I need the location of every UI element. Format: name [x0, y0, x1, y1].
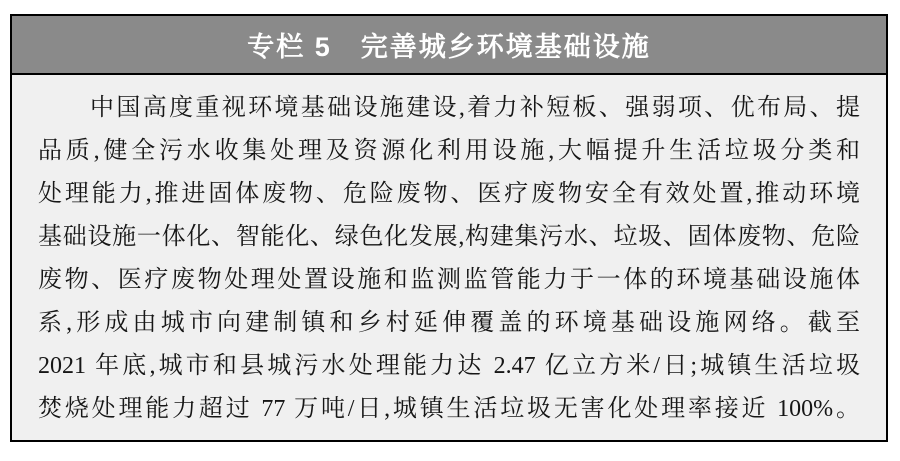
column-panel-title: 专栏 5 完善城乡环境基础设施 [247, 32, 651, 62]
body-line-1: 中国高度重视环境基础设施建设,着力补短板、强弱项、优布局、提 [90, 95, 860, 121]
body-line-6: 系,形成由城市向建制镇和乡村延伸覆盖的环境基础设施网络。截至 [38, 310, 860, 336]
body-line-8: 焚烧处理能力超过 77 万吨/日,城镇生活垃圾无害化处理率接近 100%。 [38, 396, 860, 422]
column-panel-header [12, 16, 886, 75]
column-panel [10, 14, 888, 442]
body-line-4: 基础设施一体化、智能化、绿色化发展,构建集污水、垃圾、固体废物、危险 [38, 224, 860, 250]
body-line-2: 品质,健全污水收集处理及资源化利用设施,大幅提升生活垃圾分类和 [38, 138, 860, 164]
body-line-3: 处理能力,推进固体废物、危险废物、医疗废物安全有效处置,推动环境 [38, 181, 860, 207]
column-panel-body [12, 75, 886, 431]
body-line-7: 2021 年底,城市和县城污水处理能力达 2.47 亿立方米/日;城镇生活垃圾 [38, 353, 860, 379]
body-line-5: 废物、医疗废物处理处置设施和监测监管能力于一体的环境基础设施体 [38, 267, 860, 293]
